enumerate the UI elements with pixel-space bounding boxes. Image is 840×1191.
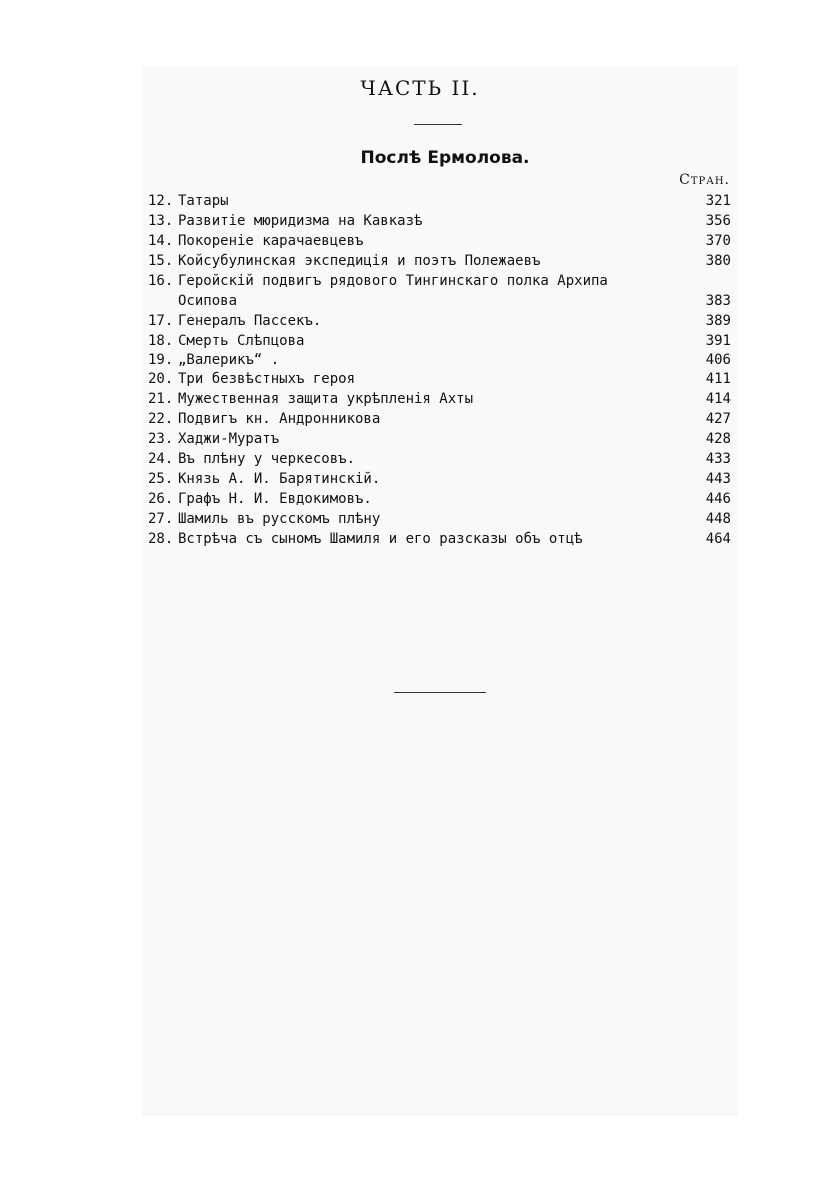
- toc-entry-page: 380: [705, 253, 731, 269]
- toc-entry: [148, 529, 731, 549]
- toc-entry: [148, 231, 731, 251]
- section-title: Послѣ Ермолова.: [360, 148, 530, 168]
- divider-rule: [414, 124, 462, 125]
- toc-entry-number: 15.: [148, 253, 174, 269]
- toc-entry-number: 18.: [148, 333, 174, 349]
- toc-entry-title: Три безвѣстныхъ героя: [178, 371, 356, 387]
- toc-entry: [148, 429, 731, 449]
- toc-entry-number: 22.: [148, 411, 174, 427]
- toc-entry: [148, 489, 731, 509]
- toc-entry-page: 391: [705, 333, 731, 349]
- toc-entry-number: 26.: [148, 491, 174, 507]
- toc-entry-title: Мужественная защита укрѣпленія Ахты: [178, 391, 474, 407]
- toc-entry: [148, 191, 731, 211]
- toc-entry: [148, 449, 731, 469]
- closing-rule: [394, 692, 486, 693]
- toc-entry-title: Генералъ Пассекъ.: [178, 313, 322, 329]
- toc-entry: [148, 509, 731, 529]
- toc-entry: [148, 331, 731, 351]
- toc-entry-number: 12.: [148, 193, 174, 209]
- toc-entry-number: 19.: [148, 352, 174, 368]
- toc-entry-page: 370: [705, 233, 731, 249]
- part-title: ЧАСТЬ II.: [360, 76, 480, 100]
- toc-entry-number: 17.: [148, 313, 174, 329]
- toc-entry-title: Койсубулинская экспедиція и поэтъ Полежаевъ: [178, 253, 541, 269]
- toc-entry-page: 411: [705, 371, 731, 387]
- toc-entry-title: Встрѣча съ сыномъ Шамиля и его разсказы объ отцѣ: [178, 531, 583, 547]
- toc-entry-title: Въ плѣну у черкесовъ.: [178, 451, 356, 467]
- toc-entry-title: Хаджи-Муратъ: [178, 431, 280, 447]
- toc-entry: [148, 311, 731, 331]
- toc-entry-title: Геройскій подвигъ рядового Тингинскаго полка Архипа: [178, 273, 608, 289]
- toc-entry-page: 433: [705, 451, 731, 467]
- toc-entry-title: „Валерикъ“ .: [178, 352, 280, 368]
- toc-entry-number: 24.: [148, 451, 174, 467]
- toc-entry-page: 448: [705, 511, 731, 527]
- toc-entry-page: 443: [705, 471, 731, 487]
- toc-entry-number: 20.: [148, 371, 174, 387]
- table-of-contents: [148, 191, 731, 549]
- toc-entry-page: 383: [705, 293, 731, 309]
- toc-entry-page: 446: [705, 491, 731, 507]
- toc-entry-title: Шамиль въ русскомъ плѣну: [178, 511, 381, 527]
- toc-entry-page: 427: [705, 411, 731, 427]
- toc-entry-title: Татары: [178, 193, 229, 209]
- toc-entry-page: 356: [705, 213, 731, 229]
- toc-entry: [148, 389, 731, 409]
- toc-entry-number: 27.: [148, 511, 174, 527]
- toc-entry-title: Развитіе мюридизма на Кавказѣ: [178, 213, 423, 229]
- toc-entry-number: 28.: [148, 531, 174, 547]
- toc-entry-title: Графъ Н. И. Евдокимовъ.: [178, 491, 372, 507]
- toc-entry-page: 464: [705, 531, 731, 547]
- toc-entry: [148, 271, 731, 311]
- toc-entry-title-continuation: Осипова: [178, 293, 238, 309]
- toc-entry-page: 428: [705, 431, 731, 447]
- toc-entry-number: 23.: [148, 431, 174, 447]
- toc-entry-page: 406: [705, 352, 731, 368]
- toc-entry-number: 13.: [148, 213, 174, 229]
- toc-entry-page: 389: [705, 313, 731, 329]
- toc-entry-title: Смерть Слѣпцова: [178, 333, 305, 349]
- toc-entry-title: Подвигъ кн. Андронникова: [178, 411, 381, 427]
- toc-entry-page: 321: [705, 193, 731, 209]
- toc-entry: [148, 251, 731, 271]
- toc-entry: [148, 409, 731, 429]
- toc-entry: [148, 369, 731, 389]
- toc-entry-page: 414: [705, 391, 731, 407]
- toc-entry-number: 14.: [148, 233, 174, 249]
- toc-entry-number: 21.: [148, 391, 174, 407]
- toc-entry-title-block: [178, 271, 691, 311]
- toc-entry: [148, 211, 731, 231]
- toc-entry-title: Покореніе карачаевцевъ: [178, 233, 364, 249]
- toc-entry-title: Князь А. И. Барятинскій.: [178, 471, 381, 487]
- toc-entry-number: 25.: [148, 471, 174, 487]
- page-column-header: Стран.: [679, 172, 730, 188]
- toc-entry: [148, 469, 731, 489]
- toc-entry-number: 16.: [148, 273, 174, 289]
- toc-entry: [148, 351, 731, 369]
